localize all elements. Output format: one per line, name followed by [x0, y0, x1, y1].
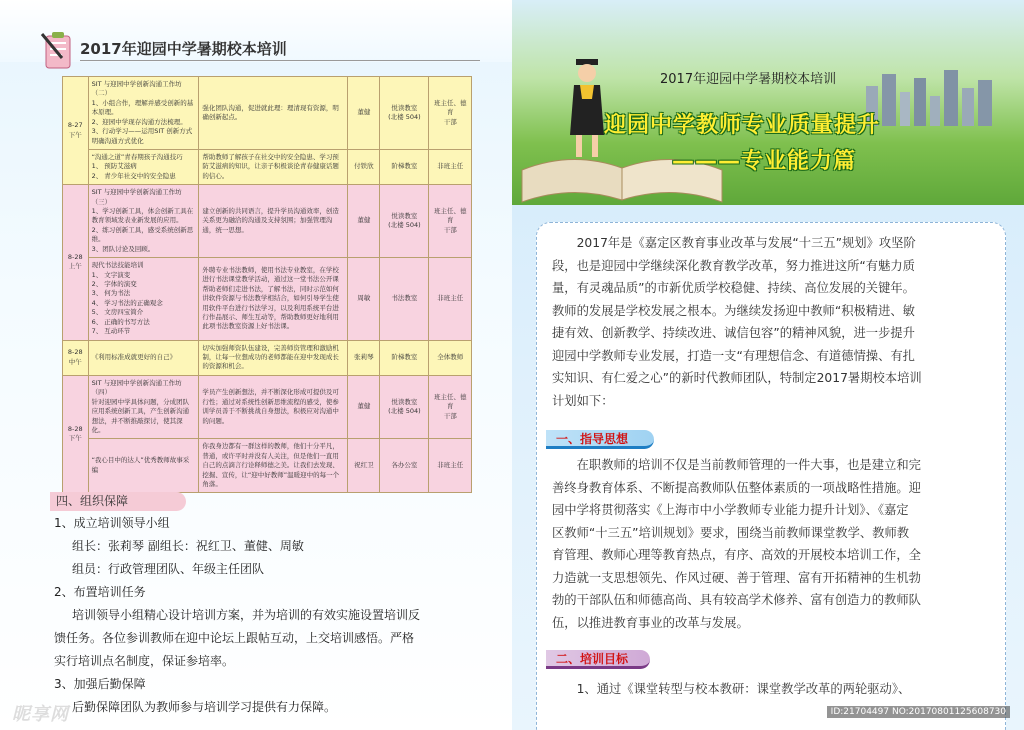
section4-line: 1、成立培训领导小组 [54, 516, 170, 530]
place-cell-line: (北楼 504) [388, 112, 421, 121]
left-header-title: 2017年迎园中学暑期校本培训 [80, 40, 287, 58]
person-cell: 张莉琴 [348, 340, 380, 375]
content-cell-line: 7、 互动环节 [91, 327, 131, 336]
time-text: 8-27 [67, 121, 83, 130]
target-cell-line: 非班主任 [437, 461, 464, 470]
section1-line: 区教师“十三五”培训规划》要求，围绕当前教师课堂教学、教师教 [552, 525, 910, 540]
right-page [512, 0, 1024, 730]
content-cell [88, 185, 199, 258]
banner-subtitle: 2017年迎园中学暑期校本培训 [660, 72, 837, 87]
content-cell [88, 439, 199, 493]
content-cell-line: SIT 与迎园中学创新沟通工作坊 [91, 378, 182, 387]
banner-main-title: 迎园中学教师专业质量提升 [604, 113, 881, 138]
section4-line: 组长：张莉琴 副组长：祝红卫、董健、周敏 [72, 539, 304, 553]
content-cell-line: 2、 青少年社交中的安全隐患 [91, 171, 176, 180]
place-cell [380, 340, 429, 375]
intro-line: 段，也是迎园中学继续深化教育教学改革，努力推进这所“有魅力质 [552, 258, 915, 273]
target-cell-line: 干部 [443, 225, 457, 234]
content-cell [88, 77, 199, 150]
content-cell-line: 4、 学习书法的正确观念 [91, 298, 163, 307]
goal-cell: 强化团队沟通，促进就此理：理清现有资源，明确创新起点。 [199, 77, 348, 150]
content-cell [88, 149, 199, 184]
intro-line: 捷有效、创新教学、持续改进、诚信包容”的精神风貌，进一步提升 [552, 326, 915, 340]
target-cell [429, 258, 472, 340]
section4-line: 培训领导小组精心设计培训方案，并为培训的有效实施设置培训反 [72, 608, 421, 622]
intro-line: 教师的发展是学校发展之根本。为继续发扬迎中教师“积极精进、敏 [552, 303, 915, 318]
person-cell: 董健 [348, 77, 380, 150]
section4-line: 3、加强后勤保障 [54, 677, 146, 691]
target-cell [429, 439, 472, 493]
content-cell [88, 340, 199, 375]
place-cell-line: (北楼 504) [388, 221, 421, 230]
section4-line: 2、布置培训任务 [54, 585, 146, 599]
watermark-logo: 昵享网 [12, 704, 69, 725]
goal-cell: 外聘专业书法教师，使用书法专业教室，在学校进行书法课堂教学活动，通过这一堂书法公开课帮助老师们走进书法，了解书法，同时示范如何讲软件资源与书法教学相结合，如何引导学生使用软件平台进行书法学习，以及利用系统平台进行作品展示、师生互动等，帮助教师更好地利用此项书法教室资源上好书法课。 [199, 258, 348, 340]
time-text: 下午 [68, 434, 82, 443]
target-cell-line: 非班主任 [437, 162, 464, 171]
table-row [63, 185, 472, 258]
person-cell: 董健 [348, 185, 380, 258]
section2-title: 二、培训目标 [546, 650, 650, 669]
place-cell-line: 阶梯教室 [391, 352, 418, 361]
content-cell-line: 3、团队讨论及回顾。 [91, 244, 155, 253]
section1-line: 善终身教育体系、不断提高教师队伍整体素质的一项战略性措施。迎 [552, 480, 921, 495]
person-cell: 董健 [348, 375, 380, 439]
table-row [63, 258, 472, 340]
person-cell: 周敏 [348, 258, 380, 340]
goal-cell: 帮助教师了解孩子在社交中的安全隐患、学习预防艾滋病的知识，让亲子积极谈论青春健康话题的信心。 [199, 149, 348, 184]
intro-line: 实知识、有仁爱之心”的新时代教师团队，特制定2017暑期校本培训 [552, 371, 922, 385]
header-divider [80, 60, 480, 61]
target-cell-line: 非班主任 [437, 294, 464, 303]
place-cell [380, 258, 429, 340]
banner [512, 0, 1024, 205]
place-cell-line: 悦读教室 [391, 103, 418, 112]
intro-line: 量，有灵魂品质”的市新优质学校稳健、持续、高位发展的关键年。 [552, 281, 915, 295]
content-cell-line: （四） [91, 388, 112, 397]
target-cell-line: 干部 [443, 117, 457, 126]
content-cell-line: 3、行动学习——运用SIT 创新方式明确沟通方式优化 [91, 127, 193, 145]
goal-cell: 学员产生创新想法，并不断深化形成可提供及可行性；通过对系统性创新思维流程的感受，使参训学员善于不断挑战自身想法，积极应对沟通中的问题。 [199, 375, 348, 439]
target-cell-line: 干部 [443, 411, 457, 420]
target-cell [429, 149, 472, 184]
content-cell-line: 2、 字体的演变 [91, 280, 137, 289]
place-cell-line: (北楼 504) [388, 407, 421, 416]
table-row [63, 77, 472, 150]
table-row [63, 149, 472, 184]
content-cell [88, 375, 199, 439]
section1-line: 园中学将贯彻落实《上海市中小学教师专业能力提升计划》、《嘉定 [552, 503, 909, 517]
time-text: 下午 [68, 130, 82, 139]
intro-line: 迎园中学教师专业发展，打造一支“有理想信念、有道德情操、有扎 [552, 348, 915, 363]
time-text: 8-28 [67, 424, 83, 433]
content-cell-line: 针对迎园中学具体问题，分成团队应用系统创新工具，产生创新沟通想法，并不断推敲探讨，使其深化。 [91, 397, 190, 434]
place-cell-line: 悦读教室 [391, 211, 418, 220]
place-cell [380, 149, 429, 184]
time-text: 8-28 [67, 348, 83, 357]
section4-line: 实行培训点名制度，保证参培率。 [54, 654, 235, 668]
place-cell-line: 各办公室 [391, 461, 418, 470]
section1-line: 伍，以推进教育事业的改革与发展。 [552, 615, 749, 630]
target-cell [429, 340, 472, 375]
section4-title: 四、组织保障 [50, 492, 186, 511]
content-cell-line: 6、 正确的书写方法 [91, 317, 150, 326]
content-cell-line: “我心目中的达人”优秀教师故事采编 [91, 456, 190, 474]
content-cell-line: “沟通之道”青春期孩子沟通技巧 [91, 152, 183, 161]
banner-sub-title: ———专业能力篇 [672, 149, 857, 174]
schedule-table [62, 76, 472, 493]
content-cell-line: 3、 何为书法 [91, 289, 131, 298]
intro-line: 2017年是《嘉定区教育事业改革与发展“十三五”规划》攻坚阶 [552, 236, 916, 250]
time-cell [63, 340, 89, 375]
time-cell [63, 375, 89, 493]
place-cell-line: 阶梯教室 [391, 162, 418, 171]
content-cell [88, 258, 199, 340]
content-cell-line: 1、 文字演变 [91, 270, 131, 279]
content-cell-line: 2、迎园中学现存沟通方法梳理。 [91, 117, 187, 126]
content-cell-line: 1、学习创新工具，体会创新工具在教育领域发表业新发展的应用。 [91, 207, 194, 225]
target-cell-line: 班主任、德育 [433, 207, 467, 225]
content-cell-line: SIT 与迎园中学创新沟通工作坊 [91, 188, 182, 197]
section4-line: 后勤保障团队为教师参与培训学习提供有力保障。 [72, 700, 337, 714]
target-cell-line: 全体教师 [437, 352, 464, 361]
place-cell [380, 439, 429, 493]
watermark-id: ID:21704497 NO:20170801125608730 [827, 706, 1010, 718]
section2-line: 1、通过《课堂转型与校本教研：课堂教学改革的两轮驱动》、 [552, 682, 911, 696]
place-cell [380, 185, 429, 258]
content-cell-line: 1、小组合作，理解并感受创新的基本原理。 [91, 98, 194, 117]
goal-cell: 切实加强师资队伍建设，完善师资管理和激励机制，让每一位想成功的老师都能在迎中发现成长的资源和机会。 [199, 340, 348, 375]
person-cell: 祝红卫 [348, 439, 380, 493]
target-cell-line: 班主任、德育 [433, 392, 467, 411]
goal-cell: 你我身边都有一群这样的教师，他们十分平凡，普通，或许平时并没有人关注，但是他们一直用自己的点滴言行诠释师德之美。让我们去发现、挖掘、宣传，让“迎中好教师”温暖迎中的每一个角落。 [199, 439, 348, 493]
content-cell-line: 《利用标准成就更好的自己》 [91, 352, 177, 361]
target-cell-line: 班主任、德育 [433, 98, 467, 117]
time-text: 中午 [68, 357, 82, 366]
time-cell [63, 185, 89, 340]
target-cell [429, 185, 472, 258]
person-cell: 付铁欣 [348, 149, 380, 184]
content-cell-line: 2、练习创新工具，感受系统创新思维。 [91, 225, 194, 244]
content-cell-line: （二） [91, 89, 112, 98]
section4-line: 组员：行政管理团队、年级主任团队 [72, 562, 265, 576]
content-cell-line: 现代书法技能培训 [91, 261, 144, 270]
content-cell-line: SIT 与迎园中学创新沟通工作坊 [91, 80, 182, 88]
section1-line: 育管理、教师心理等教育热点，有序、高效的开展校本培训工作，全 [552, 548, 921, 562]
clipboard-pen-icon [40, 28, 76, 72]
content-cell-line: （三） [91, 197, 112, 206]
content-cell-line: 5、 文房四宝简介 [91, 308, 144, 317]
target-cell [429, 375, 472, 439]
time-cell [63, 77, 89, 185]
place-cell-line: 悦读教室 [391, 397, 418, 406]
time-text: 上午 [68, 262, 82, 271]
intro-line: 计划如下： [552, 393, 614, 408]
section1-line: 力造就一支思想领先、作风过硬、善于管理、富有开拓精神的生机勃 [552, 570, 921, 585]
place-cell [380, 375, 429, 439]
time-text: 8-28 [67, 252, 83, 261]
section1-line: 在职教师的培训不仅是当前教师管理的一件大事，也是建立和完 [552, 458, 921, 472]
table-row [63, 439, 472, 493]
place-cell [380, 77, 429, 150]
section4-line: 馈任务。各位参训教师在迎中论坛上跟帖互动，上交培训感悟。严格 [54, 631, 415, 645]
content-cell-line: 1、 预防艾滋病 [91, 162, 137, 171]
target-cell [429, 77, 472, 150]
table-row [63, 375, 472, 439]
table-row [63, 340, 472, 375]
goal-cell: 建立创新的共同语言，提升学员沟通效率，创造关系更为融洽的沟通及支持氛围；加强管理沟通，统一思想。 [199, 185, 348, 258]
place-cell-line: 书法教室 [391, 294, 418, 303]
section1-line: 勃的干部队伍和师德高尚、具有较高学术修养、富有创造力的教师队 [552, 593, 921, 607]
section1-title: 一、指导思想 [546, 430, 654, 449]
